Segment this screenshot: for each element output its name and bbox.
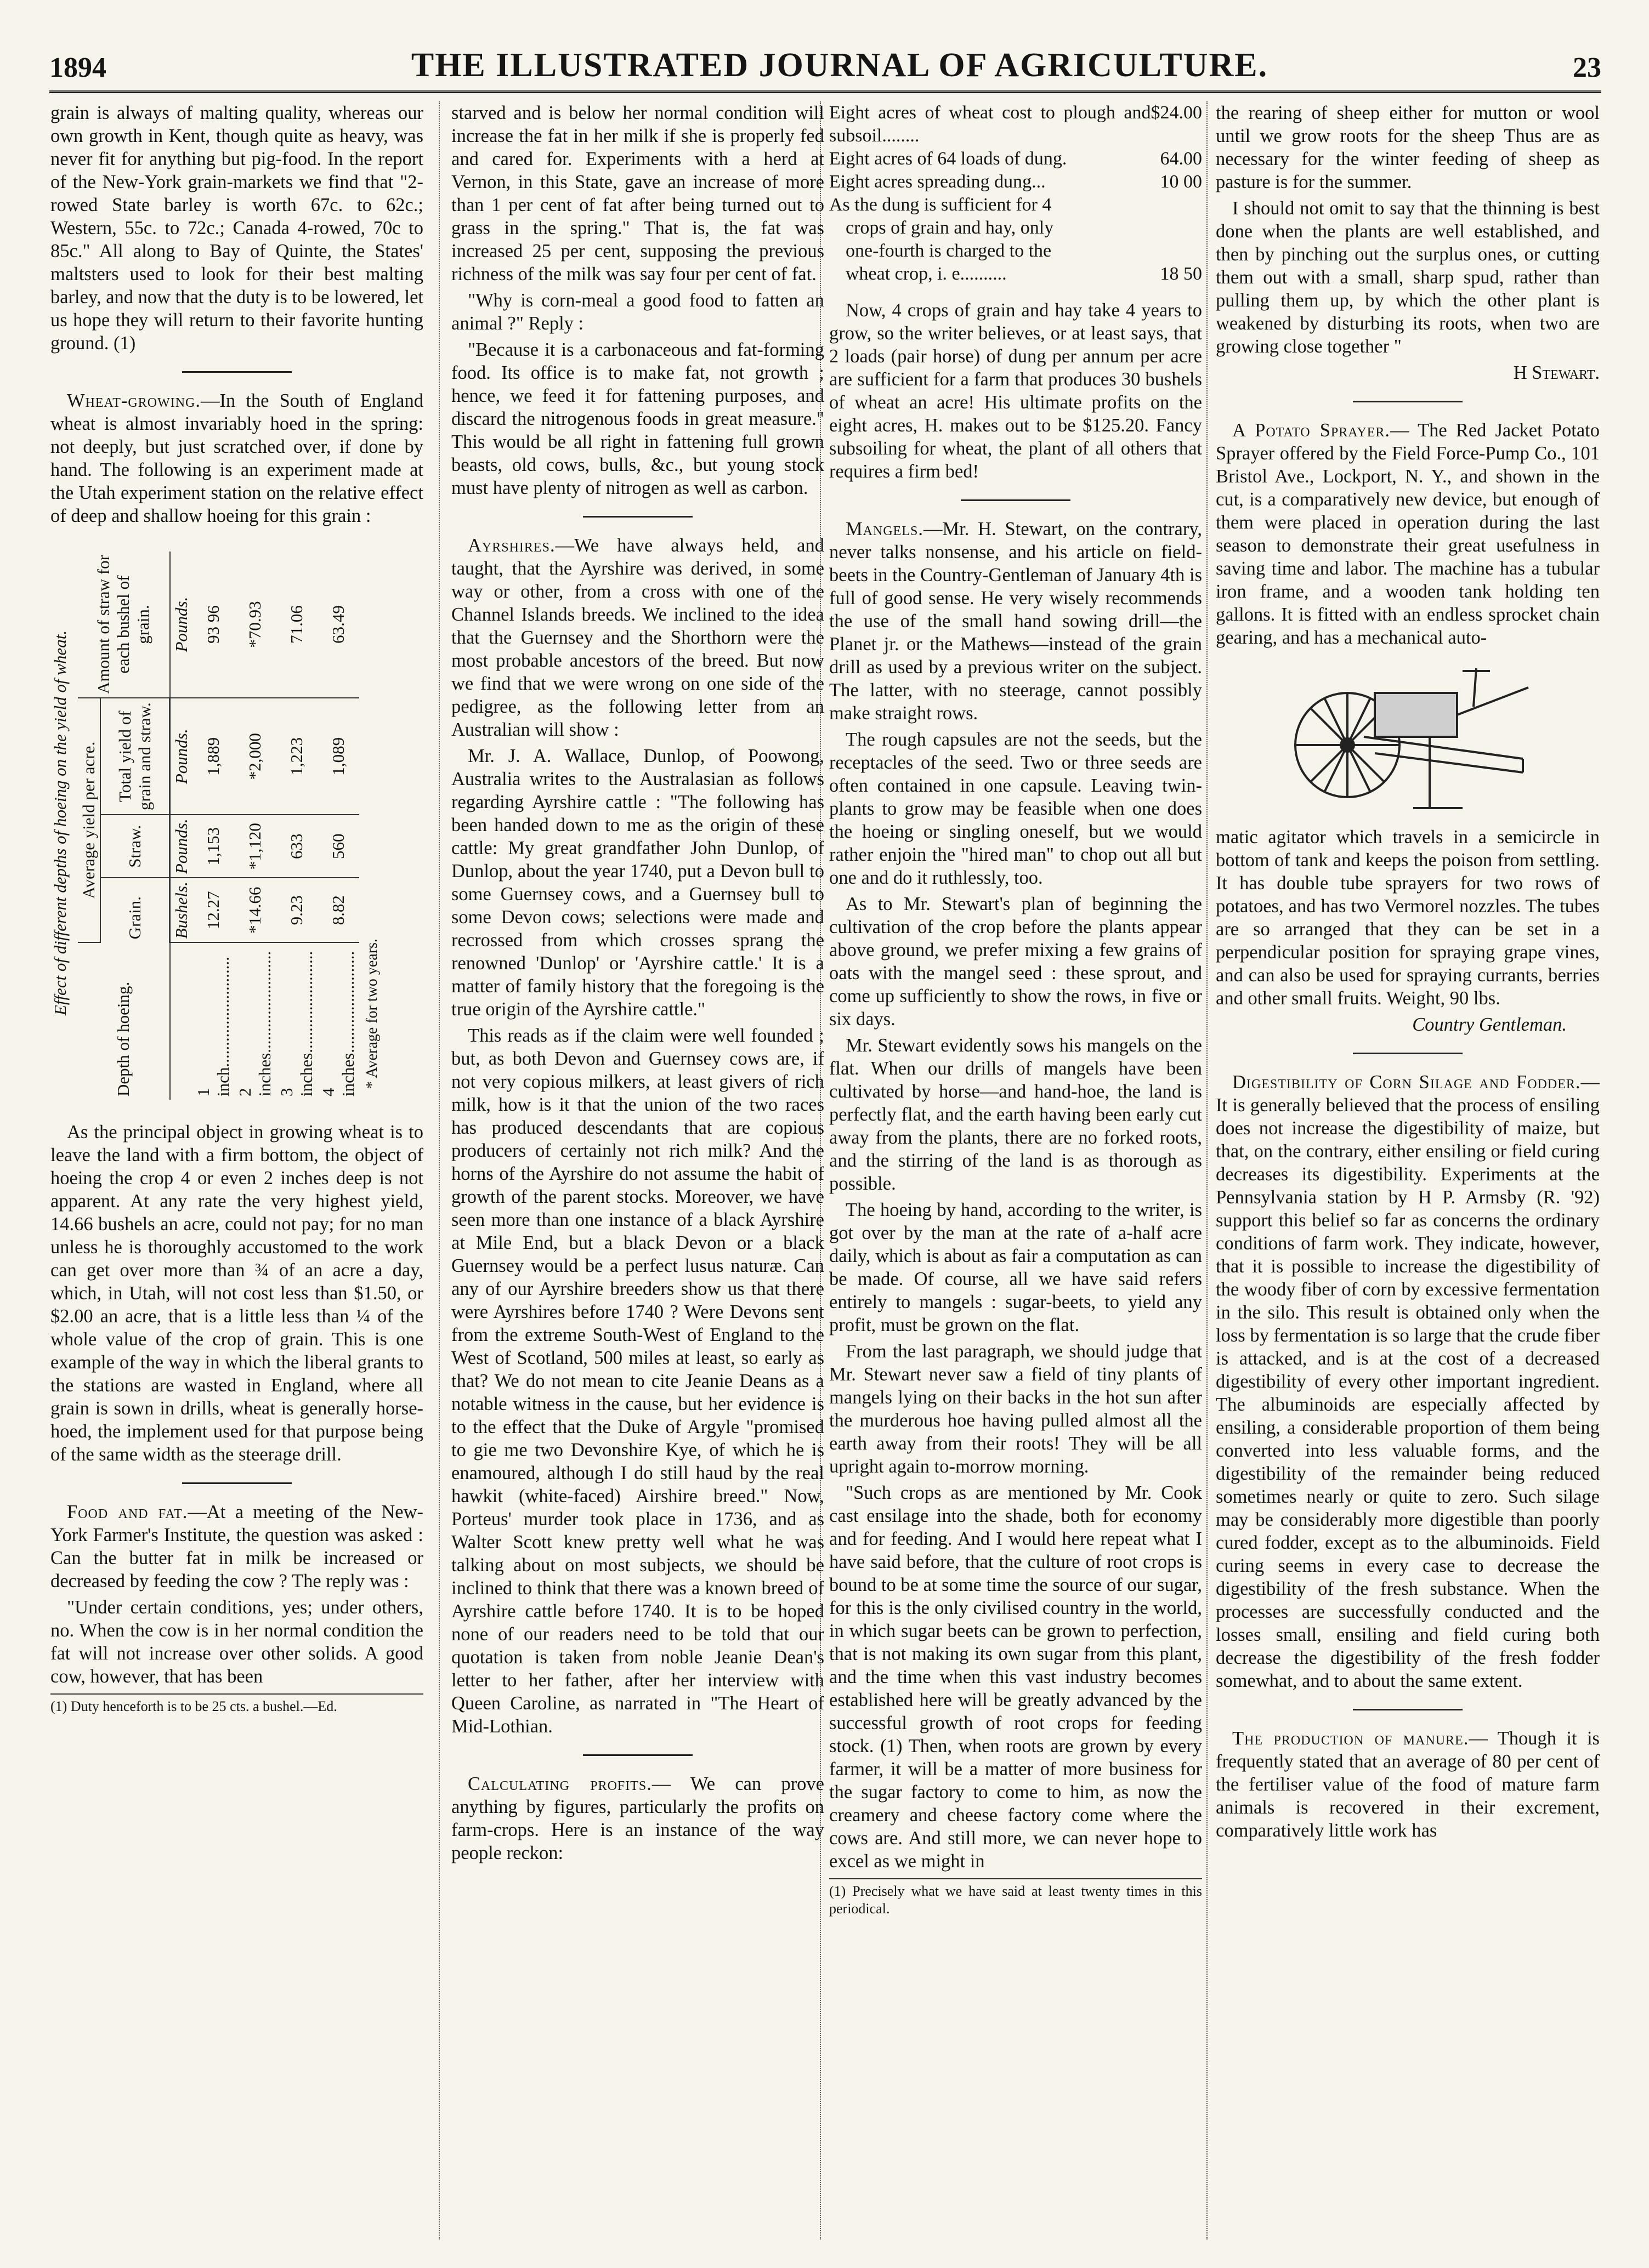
column-3 xyxy=(829,101,1202,2239)
footnote: (1) Precisely what we have said at least twenty times in this periodical. xyxy=(829,1878,1202,1918)
col-depth-header: Depth of hoeing. xyxy=(78,942,170,1100)
table-cell: 4 inches........................ xyxy=(319,951,358,1096)
mangels-paragraph: The hoeing by hand, according to the writer, is got over by the man at the rate of a-half acre daily, which is about as fair a computation as can be made. Of course, all we have said refers entirely to mangels : sugar-beets, to yield any profit, must be grown on the flat. xyxy=(829,1200,1202,1335)
food-body: —At a meeting of the New-York Farmer's Institute, the question was asked : Can the butter fat in milk be increased or decreased by feeding the cow ? The reply was : xyxy=(50,1502,423,1591)
profits-article xyxy=(451,1772,824,1865)
ledger-amount: 18 50 xyxy=(1160,264,1202,284)
food-article xyxy=(50,1500,423,1593)
wheat-article xyxy=(50,389,423,527)
column-2 xyxy=(451,101,824,2239)
section-rule xyxy=(1353,401,1463,402)
ledger-amount xyxy=(1151,240,1203,263)
wheat-conclusion: As the principal object in growing wheat is to leave the land with a firm bottom, the object of hoeing the crop 4 or even 2 inches deep is not apparent. At any rate the very highest yield, 14.66 bushels an acre, could not pay; for no man unless he is thoroughly accustomed to the work can get over more than ¾ of an acre a day, which, in Utah, will not cost less than $1.50, or $2.00 an acre, that is a little less than ¼ of the whole value of the crop of grain. This is one example of the way in which the liberal grants to the stations are wasted in England, where all grain is sown in drills, wheat is generally horse-hoed, the implement used for that purpose being of the same width as the steerage drill. xyxy=(50,1122,423,1465)
table-caption: Effect of different depths of hoeing on the yield of wheat. xyxy=(50,630,70,1016)
table-cell: 8.82 xyxy=(318,878,359,942)
sprayer-heading: A Potato Sprayer. xyxy=(1232,420,1391,441)
table-row xyxy=(192,552,234,1100)
thinning-paragraph: I should not omit to say that the thinning is best done when the plants are well established, and then by pinching out the surplus ones, or cutting them out with a small, sharp spud, rather than pulling them up, by which the other plant is weakened by disturbing its roots, when two are growing close together " xyxy=(1216,198,1600,357)
mangels-article xyxy=(829,518,1202,725)
ayrshires-body: —We have always held, and taught, that the Ayrshire was derived, in some way or other, from a cross with one of the Channel Islands breeds. We inclined to the idea that the Guernsey and the Shorthorn were the most probable ancestors of the breed. But now we find that we were wrong on one side of the pedigree, as the following letter from an Australian will show : xyxy=(451,535,824,740)
section-rule xyxy=(1353,1709,1463,1710)
profits-heading: Calculating profits. xyxy=(468,1774,652,1794)
food-quote: "Under certain conditions, yes; under others, no. When the cow is in her normal condition the fat will not increase over other solids. A good cow, however, that has been xyxy=(50,1597,423,1687)
hoeing-table xyxy=(50,535,423,1111)
table-cell: 1,089 xyxy=(318,698,359,815)
ledger-row xyxy=(829,101,1202,147)
col-amount-header: Amount of straw for each bushel of grain. xyxy=(78,552,170,698)
table-row xyxy=(276,552,318,1100)
table-cell: 71.06 xyxy=(276,552,318,698)
table-footnote: * Average for two years. xyxy=(364,939,381,1089)
table-row xyxy=(234,552,276,1100)
column-divider xyxy=(439,101,440,2239)
ledger-label: Eight acres spreading dung... xyxy=(829,172,1046,192)
column-4 xyxy=(1216,101,1600,2239)
mangels-paragraph: As to Mr. Stewart's plan of beginning the cultivation of the crop before the plants appear above ground, we prefer mixing a few grains of oats with the mangel seed : these sprout, and come up sufficiently to show the rows, in five or six days. xyxy=(829,894,1202,1030)
col-grain-header: Grain. xyxy=(100,878,170,942)
mangels-paragraph: "Such crops as are mentioned by Mr. Cook cast ensilage into the shade, both for economy and for feeding. And I would here repeat what I have said before, that the culture of root crops is bound to be at some time the source of our sugar, for this is the only civilised country in the world, in which sugar beets can be grown to perfection, that is not making its own sugar from this plant, and the time when this vast industry becomes established here will be greatly advanced by the successful growth of root crops for feeding stock. (1) Then, when roots are grown by every farmer, it will be a matter of more business for the sugar factory to come to him, as now the creamery and cheese factory come where the cows are. And still more, we can never hope to excel as we might in xyxy=(829,1482,1202,1872)
sprayer-body: — The Red Jacket Potato Sprayer offered by the Field Force-Pump Co., 101 Bristol Ave., Lockport, N. Y., and shown in the cut, is a comparatively new device, but enough of them were placed in operation during the last season to demonstrate their great usefulness in saving time and labor. The machine has a tubular iron frame, and a wooden tank holding ten gallons. It is fitted with an endless sprocket chain gearing, and has a mechanical auto- xyxy=(1216,420,1600,648)
author-signature: H Stewart. xyxy=(1513,362,1600,383)
unit-cell: Pounds. xyxy=(170,552,193,698)
table-cell: 2 inches........................ xyxy=(235,951,274,1096)
page-number: 23 xyxy=(1573,52,1601,83)
source-credit: Country Gentleman. xyxy=(1412,1014,1567,1035)
wallace-letter: Mr. J. A. Wallace, Dunlop, of Poowong, Australia writes to the Australasian as follows regarding Ayrshire cattle : "The following has been handed down to me as the origin of these cattle: My great grandfather John Dunlop, of Dunlop, about the year 1740, put a Devon bull to some Guernsey cows, and a Guernsey bull to some Devon cows; selections were made and recrossed from which crosses sprang the renowned 'Dunlop' or 'Ayrshire cattle.' It is a matter of family history that the foregoing is the true origin of the Ayrshire cattle." xyxy=(451,746,824,1020)
section-rule xyxy=(583,516,693,518)
silage-heading: Digestibility of Corn Silage and Fodder. xyxy=(1232,1072,1581,1093)
table-cell: 93 96 xyxy=(192,552,234,698)
profits-commentary: Now, 4 crops of grain and hay take 4 years to grow, so the writer believes, or at least says, that 2 loads (pair horse) of dung per annum per acre are sufficient for a farm that produces 30 bushels of wheat an acre! His ultimate profits on the eight acres, H. makes out to be $125.20. Fancy subsoiling for wheat, the plant of all others that requires a firm bed! xyxy=(829,300,1202,482)
profits-body: — We can prove anything by figures, particularly the profits on farm-crops. Here is an instance of the way people reckon: xyxy=(451,1774,824,1863)
table-cell: 1,889 xyxy=(192,698,234,815)
hoeing-table-wrapper xyxy=(50,535,423,1111)
ledger-row xyxy=(829,263,1202,286)
table-cell: 9.23 xyxy=(276,878,318,942)
table-cell: 633 xyxy=(276,815,318,878)
sprayer-article xyxy=(1216,419,1600,649)
units-row xyxy=(170,552,193,1100)
cost-ledger xyxy=(829,101,1202,286)
section-rule xyxy=(1353,1053,1463,1054)
mangels-heading: Mangels. xyxy=(846,519,923,539)
unit-cell: Pounds. xyxy=(170,698,193,815)
ledger-label: Eight acres of 64 loads of dung. xyxy=(829,149,1067,169)
potato-sprayer-illustration xyxy=(1265,655,1550,819)
silage-article xyxy=(1216,1071,1600,1692)
table-cell: 12.27 xyxy=(192,878,234,942)
page-header xyxy=(49,38,1601,93)
table-row xyxy=(318,552,359,1100)
table-cell: 1,223 xyxy=(276,698,318,815)
table-cell: *1,120 xyxy=(234,815,276,878)
mangels-paragraph: Mr. Stewart evidently sows his mangels on the flat. When our drills of mangels have been cultivated by horse—and hand-hoe, the land is perfectly flat, and the earth having been early cut away from the plants, there are no forked roots, and the stirring of the land is as thorough as possible. xyxy=(829,1035,1202,1194)
ledger-amount: 64.00 xyxy=(1160,149,1202,169)
col-total-header: Total yield of grain and straw. xyxy=(100,698,170,815)
unit-cell: Pounds. xyxy=(170,815,193,878)
food-continued: starved and is below her normal condition will increase the fat in her milk if she is properly fed and cared for. Experiments with a herd at Vernon, in this State, gave an increase of more than 1 per cent of fat after being turned out to grass in the spring." That is, the fat was increased 25 per cent, supposing the previous richness of the milk was say four per cent of fat. xyxy=(451,103,824,285)
ledger-label: wheat crop, i. e.......... xyxy=(846,264,1007,284)
table-cell: *2,000 xyxy=(234,698,276,815)
unit-cell: Bushels. xyxy=(170,878,193,942)
ledger-amount xyxy=(1151,217,1203,240)
table-cell: *70.93 xyxy=(234,552,276,698)
sprayer-continued: matic agitator which travels in a semicircle in bottom of tank and keeps the poison from settling. It has double tube sprayers for two rows of potatoes, and has two Vermorel nozzles. The tubes are so arranged that they can be set in a perpendicular position for spraying grape vines, and can also be used for spraying currants, berries and other small fruits. Weight, 90 lbs. xyxy=(1216,827,1600,1009)
section-rule xyxy=(182,1482,292,1484)
corn-meal-answer: "Because it is a carbonaceous and fat-forming food. Its office is to make fat, not growth ; hence, we feed it for fattening purposes, and discard the nitrogenous foods in great measure." This would be all right in fattening full grown beasts, old cows, bulls, &c., but young stock must have plenty of nitrogen as well as carbon. xyxy=(451,339,824,498)
mangels-body: —Mr. H. Stewart, on the contrary, never talks nonsense, and his article on field-beets in the Country-Gentleman of January 4th is full of good sense. He very wisely recommends the use of the small hand sowing drill—the Planet jr. or the Mathews—instead of the grain drill as used by a previous writer on the subject. The latter, with no steerage, cannot possibly make straight rows. xyxy=(829,519,1202,724)
manure-body: — Though it is frequently stated that an average of 80 per cent of the fertiliser value of the food of mature farm animals is recovered in their excrement, comparatively little work has xyxy=(1216,1728,1600,1841)
section-rule xyxy=(961,499,1070,501)
ayrshires-discussion: This reads as if the claim were well founded ; but, as both Devon and Guernsey cows are, if not very copious milkers, at least givers of rich milk, how is it that the union of the two races has produced descendants that are copious producers of certainly not rich milk? And the horns of the Ayrshire do not assume the habit of growth of the parent stocks. Moreover, we have seen more than one instance of a black Ayrshire at Mile End, but a black Devon or a black Guernsey would be a perfect lusus naturæ. Can any of our Ayrshire breeders show us that there were Ayrshires before 1740 ? Were Devons sent from the extreme South-West of England to the West of Scotland, 500 miles at least, so early as that? We do not mean to cite Jeanie Deans as a notable witness in the cause, but her evidence is to the effect that the Duke of Argyle "promised to gie me two Devonshire Kye, of which he is enamoured, although I do still haud by the real hawkit (white-faced) Airshire breed." Now, Porteus' murder took place in 1736, and as Walter Scott knew pretty well what he was talking about on most subjects, we should be inclined to think that there was a known breed of Ayrshire cattle before 1740. It is to be hoped none of our readers need to be told that our quotation is taken from noble Jeanie Dean's letter to her father, after her interview with Queen Caroline, as narrated in "The Heart of Mid-Lothian. xyxy=(451,1025,824,1737)
section-rule xyxy=(182,371,292,373)
journal-title: THE ILLUSTRATED JOURNAL OF AGRICULTURE. xyxy=(411,47,1268,84)
header-year: 1894 xyxy=(49,52,106,83)
table-cell: 1 inch.......................... xyxy=(194,957,233,1096)
ledger-label: As the dung is sufficient for 4 xyxy=(829,195,1052,215)
table-cell: 1,153 xyxy=(192,815,234,878)
mangels-continued: the rearing of sheep either for mutton or wool until we grow roots for the sheep Thus are as necessary for the winter feeding of sheep as pasture is for the summer. xyxy=(1216,103,1600,192)
ledger-amount: 10 00 xyxy=(1160,172,1202,192)
group-header: Average yield per acre. xyxy=(78,698,100,942)
wheat-heading: Wheat-growing. xyxy=(67,390,201,411)
manure-heading: The production of manure. xyxy=(1232,1728,1469,1749)
section-rule xyxy=(583,1754,693,1756)
table-cell: 3 inches........................ xyxy=(277,951,316,1096)
table-cell: *14.66 xyxy=(234,878,276,942)
ledger-row xyxy=(829,240,1202,263)
ledger-row xyxy=(829,217,1202,240)
column-1 xyxy=(50,101,423,2239)
corn-meal-question: "Why is corn-meal a good food to fatten an animal ?" Reply : xyxy=(451,290,824,334)
mangels-paragraph: From the last paragraph, we should judge that Mr. Stewart never saw a field of tiny plants of mangels lying on their backs in the hot sun after the murderous hoe having pulled almost all the earth away from their roots! They will be all upright again to-morrow morning. xyxy=(829,1341,1202,1477)
barley-paragraph: grain is always of malting quality, whereas our own growth in Kent, though quite as heavy, was never fit for anything but pig-food. In the report of the New-York grain-markets we find that "2-rowed State barley is worth 67c. to 62c.; Western, 55c. to 72c.; Canada 4-rowed, 70c to 85c." All along to Bay of Quinte, the States' maltsters used to look for their best malting barley, and now that the duty is to be lowered, let us hope they will return to their favorite hunting ground. (1) xyxy=(50,103,423,354)
ledger-row xyxy=(829,170,1202,194)
ayrshires-heading: Ayrshires. xyxy=(468,535,556,556)
ledger-label: crops of grain and hay, only xyxy=(846,218,1054,238)
ledger-row xyxy=(829,147,1202,170)
ledger-amount: $24.00 xyxy=(1151,103,1202,123)
ledger-row xyxy=(829,194,1202,217)
food-heading: Food and fat. xyxy=(67,1502,188,1522)
table-cell: 560 xyxy=(318,815,359,878)
mangels-paragraph: The rough capsules are not the seeds, but the receptacles of the seed. Two or three seeds are often contained in one capsule. Leaving twin-plants to grow may be feasible when one does the hoeing or singling oneself, but we would rather enjoin the "hired man" to chop out all but one and do it ruthlessly, too. xyxy=(829,729,1202,888)
ledger-amount xyxy=(1151,194,1203,217)
col-straw-header: Straw. xyxy=(100,815,170,878)
wheat-body: —In the South of England wheat is almost invariably hoed in the spring: not deeply, but just scratched over, if done by hand. The following is an experiment made at the Utah experiment station on the relative effect of deep and shallow hoeing for this grain : xyxy=(50,390,423,526)
ayrshires-article xyxy=(451,534,824,741)
ledger-label: Eight acres of wheat cost to plough and subsoil........ xyxy=(829,103,1151,146)
table-cell: 63.49 xyxy=(318,552,359,698)
column-divider xyxy=(1206,101,1208,2239)
manure-article xyxy=(1216,1727,1600,1842)
footnote: (1) Duty henceforth is to be 25 cts. a bushel.—Ed. xyxy=(50,1693,423,1715)
silage-body: —It is generally believed that the process of ensiling does not increase the digestibility of maize, but that, on the contrary, either ensiling or field curing decreases its digestibility. Experiments at the Pennsylvania station by H P. Armsby (R. '92) support this belief so far as concerns the ordinary conditions of farm work. They indicate, however, that it is possible to increase the digestibility of the woody fiber of corn by excessive fermentation in the silo. This result is obtained only when the loss by fermentation is so large that the crude fiber is attacked, and is at the cost of a decreased digestibility of every other important ingredient. The albuminoids are especially affected by ensiling, a considerable proportion of them being converted into less valuable forms, and the digestibility of the remainder being reduced sometimes nearly or quite to zero. Such silage may be considerably more digestible than poorly cured fodder, except as to the albuminoids. Field curing seems in every case to decrease the digestibility of the fresh substance. When the processes are successfully conducted and the losses small, ensiling and field curing both decrease the digestibility of the fresh fodder somewhat, and to about the same extent. xyxy=(1216,1072,1600,1691)
ledger-label: one-fourth is charged to the xyxy=(846,241,1052,261)
